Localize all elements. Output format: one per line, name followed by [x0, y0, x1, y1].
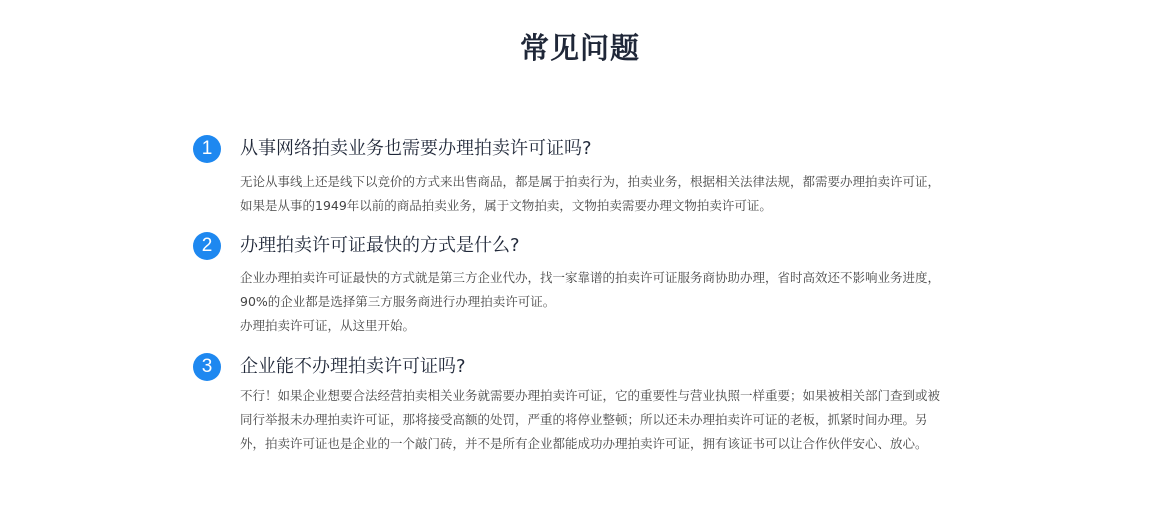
faq-answer-paragraph: 无论从事线上还是线下以竞价的方式来出售商品，都是属于拍卖行为，拍卖业务，根据相关法律法规，都需要办理拍卖许可证，如果是从事的1949年以前的商品拍卖业务，属于文物拍卖，文物拍卖需要办理文物拍卖许可证。: [240, 174, 941, 213]
faq-item-header: [193, 232, 953, 262]
faq-item-header: [193, 353, 953, 383]
faq-item-3: [193, 353, 953, 456]
faq-answer: [240, 170, 950, 218]
faq-question: 办理拍卖许可证最快的方式是什么?: [240, 235, 520, 256]
faq-item-2: [193, 232, 953, 338]
faq-answer-paragraph: 不行！如果企业想要合法经营拍卖相关业务就需要办理拍卖许可证，它的重要性与营业执照一样重要；如果被相关部门查到或被同行举报未办理拍卖许可证，那将接受高额的处罚，严重的将停业整顿；所以还未办理拍卖许可证的老板，抓紧时间办理。另外，拍卖许可证也是企业的一个敲门砖，并不是所有企业都能成功办理拍卖许可证，拥有该证书可以让合作伙伴安心、放心。: [240, 388, 941, 451]
faq-answer-paragraph: 企业办理拍卖许可证最快的方式就是第三方企业代办，找一家靠谱的拍卖许可证服务商协助办理，省时高效还不影响业务进度，90%的企业都是选择第三方服务商进行办理拍卖许可证。: [240, 270, 941, 309]
number-badge-icon: 2: [193, 232, 221, 260]
faq-answer: [240, 384, 950, 456]
faq-question: 企业能不办理拍卖许可证吗?: [240, 356, 466, 377]
faq-answer-paragraph: 办理拍卖许可证，从这里开始。: [240, 318, 416, 333]
page-title: 常见问题: [519, 31, 640, 65]
faq-answer: [240, 266, 950, 338]
faq-question: 从事网络拍卖业务也需要办理拍卖许可证吗?: [240, 138, 592, 159]
number-badge-icon: 1: [193, 135, 221, 163]
faq-item-1: [193, 135, 953, 218]
number-badge-icon: 3: [193, 353, 221, 381]
faq-item-header: [193, 135, 953, 165]
